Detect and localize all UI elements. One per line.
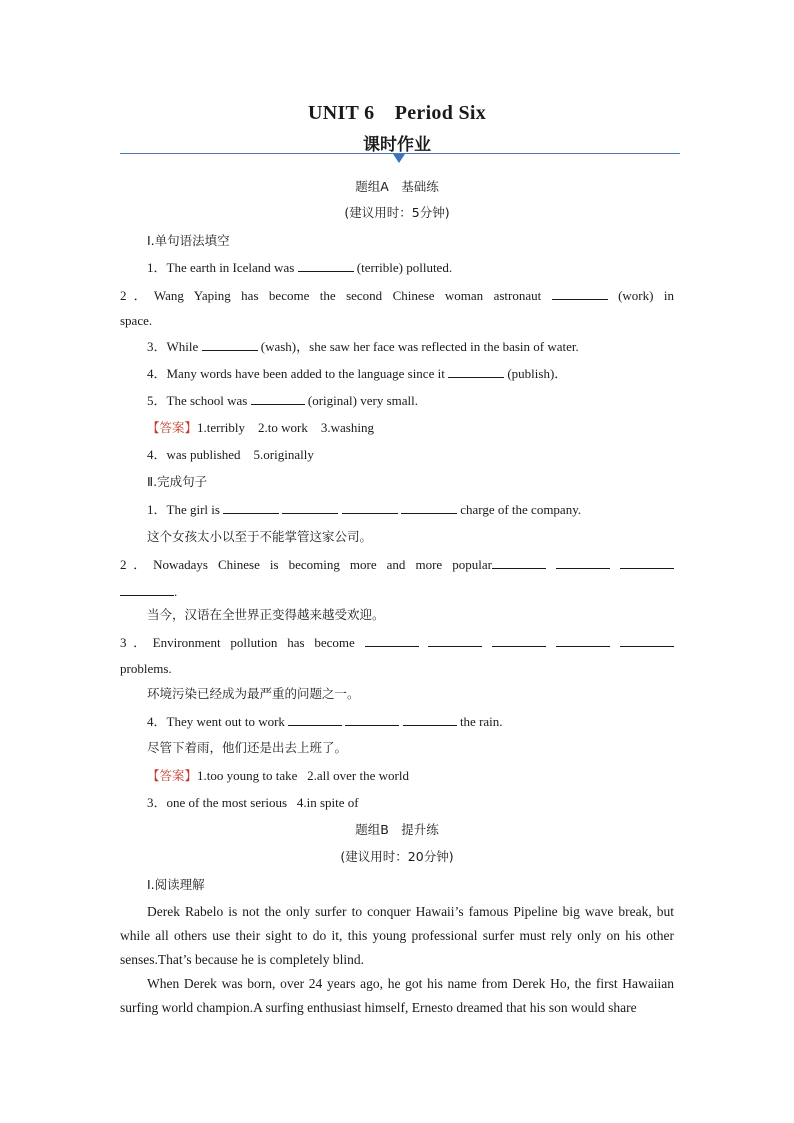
section-heading-grammar-fill: Ⅰ.单句语法填空 — [147, 233, 230, 248]
question-a1-2: 2．Wang Yaping has become the second Chinese woman astronaut (work) in — [120, 288, 674, 303]
answer-blank[interactable] — [620, 634, 674, 647]
answer-blank[interactable] — [492, 556, 546, 569]
answer-blank[interactable] — [365, 634, 419, 647]
answer-blank[interactable] — [401, 501, 457, 514]
question-a1-1: 1．The earth in Iceland was (terrible) polluted. — [147, 260, 453, 275]
triangle-down-icon — [393, 154, 405, 163]
answer-label: 【答案】 — [147, 420, 198, 435]
question-a2-2: 2．Nowadays Chinese is becoming more and more popular — [120, 556, 674, 573]
answer-blank[interactable] — [428, 634, 482, 647]
answer-blank[interactable] — [492, 634, 546, 647]
question-a2-1: 1．The girl is charge of the company. — [147, 502, 582, 517]
answer-blank[interactable] — [448, 365, 504, 378]
group-a-title: 题组A 基础练 — [355, 179, 439, 194]
question-a1-3: 3．While (wash)，she saw her face was reflected in the basin of water. — [147, 339, 579, 354]
question-a2-2-continued: . — [120, 583, 177, 600]
answer-blank[interactable] — [120, 583, 174, 596]
group-a-time: (建议用时：5分钟) — [344, 205, 450, 220]
page-title: UNIT 6 Period Six — [307, 102, 487, 124]
answer-blank[interactable] — [342, 501, 398, 514]
question-a1-5: 5．The school was (original) very small. — [147, 393, 418, 408]
reading-paragraph-1: Derek Rabelo is not the only surfer to conquer Hawaii’s famous Pipeline big wave break, but while all others use their sight to do it, this young professional surfer must rely only on his other senses.That’s because he is completely blind. — [120, 904, 674, 967]
answer-blank[interactable] — [288, 713, 342, 726]
answer-blank[interactable] — [403, 713, 457, 726]
group-b-title: 题组B 提升练 — [355, 822, 439, 837]
question-a2-3: 3．Environment pollution has become — [120, 634, 674, 651]
page-subtitle: 课时作业 — [363, 135, 431, 155]
section-heading-reading: Ⅰ.阅读理解 — [147, 877, 205, 892]
question-a2-2-chinese: 当今，汉语在全世界正变得越来越受欢迎。 — [147, 607, 385, 622]
question-a2-4: 4．They went out to work the rain. — [147, 714, 503, 729]
question-a1-4: 4．Many words have been added to the language since it (publish)． — [147, 366, 568, 381]
answer-blank[interactable] — [556, 556, 610, 569]
answer-blank[interactable] — [345, 713, 399, 726]
answer-blank[interactable] — [202, 338, 258, 351]
answer-blank[interactable] — [620, 556, 674, 569]
answer-key-a2: 【答案】1.too young to take 2.all over the world — [147, 768, 409, 783]
answer-blank[interactable] — [223, 501, 279, 514]
answer-key-a2-continued: 3．one of the most serious 4.in spite of — [147, 795, 359, 810]
question-a2-3-continued: problems. — [120, 661, 172, 676]
answer-blank[interactable] — [282, 501, 338, 514]
reading-paragraph-2: When Derek was born, over 24 years ago, he got his name from Derek Ho, the first Hawaiian surfing world champion.A surfing enthusiast himself, Ernesto dreamed that his son would share — [120, 976, 674, 1015]
question-a1-2-continued: space. — [120, 313, 153, 328]
answer-blank[interactable] — [552, 287, 608, 300]
answer-key-a1-continued: 4．was published 5.originally — [147, 447, 314, 462]
question-a2-1-chinese: 这个女孩太小以至于不能掌管这家公司。 — [147, 529, 373, 544]
section-heading-complete-sentences: Ⅱ.完成句子 — [147, 474, 208, 489]
answer-label: 【答案】 — [147, 768, 198, 783]
answer-blank[interactable] — [298, 259, 354, 272]
question-a2-4-chinese: 尽管下着雨，他们还是出去上班了。 — [147, 740, 348, 755]
answer-blank[interactable] — [556, 634, 610, 647]
answer-key-a1: 【答案】1.terribly 2.to work 3.washing — [147, 420, 374, 435]
question-a2-3-chinese: 环境污染已经成为最严重的问题之一。 — [147, 686, 360, 701]
answer-blank[interactable] — [251, 392, 305, 405]
group-b-time: (建议用时：20分钟) — [340, 849, 454, 864]
